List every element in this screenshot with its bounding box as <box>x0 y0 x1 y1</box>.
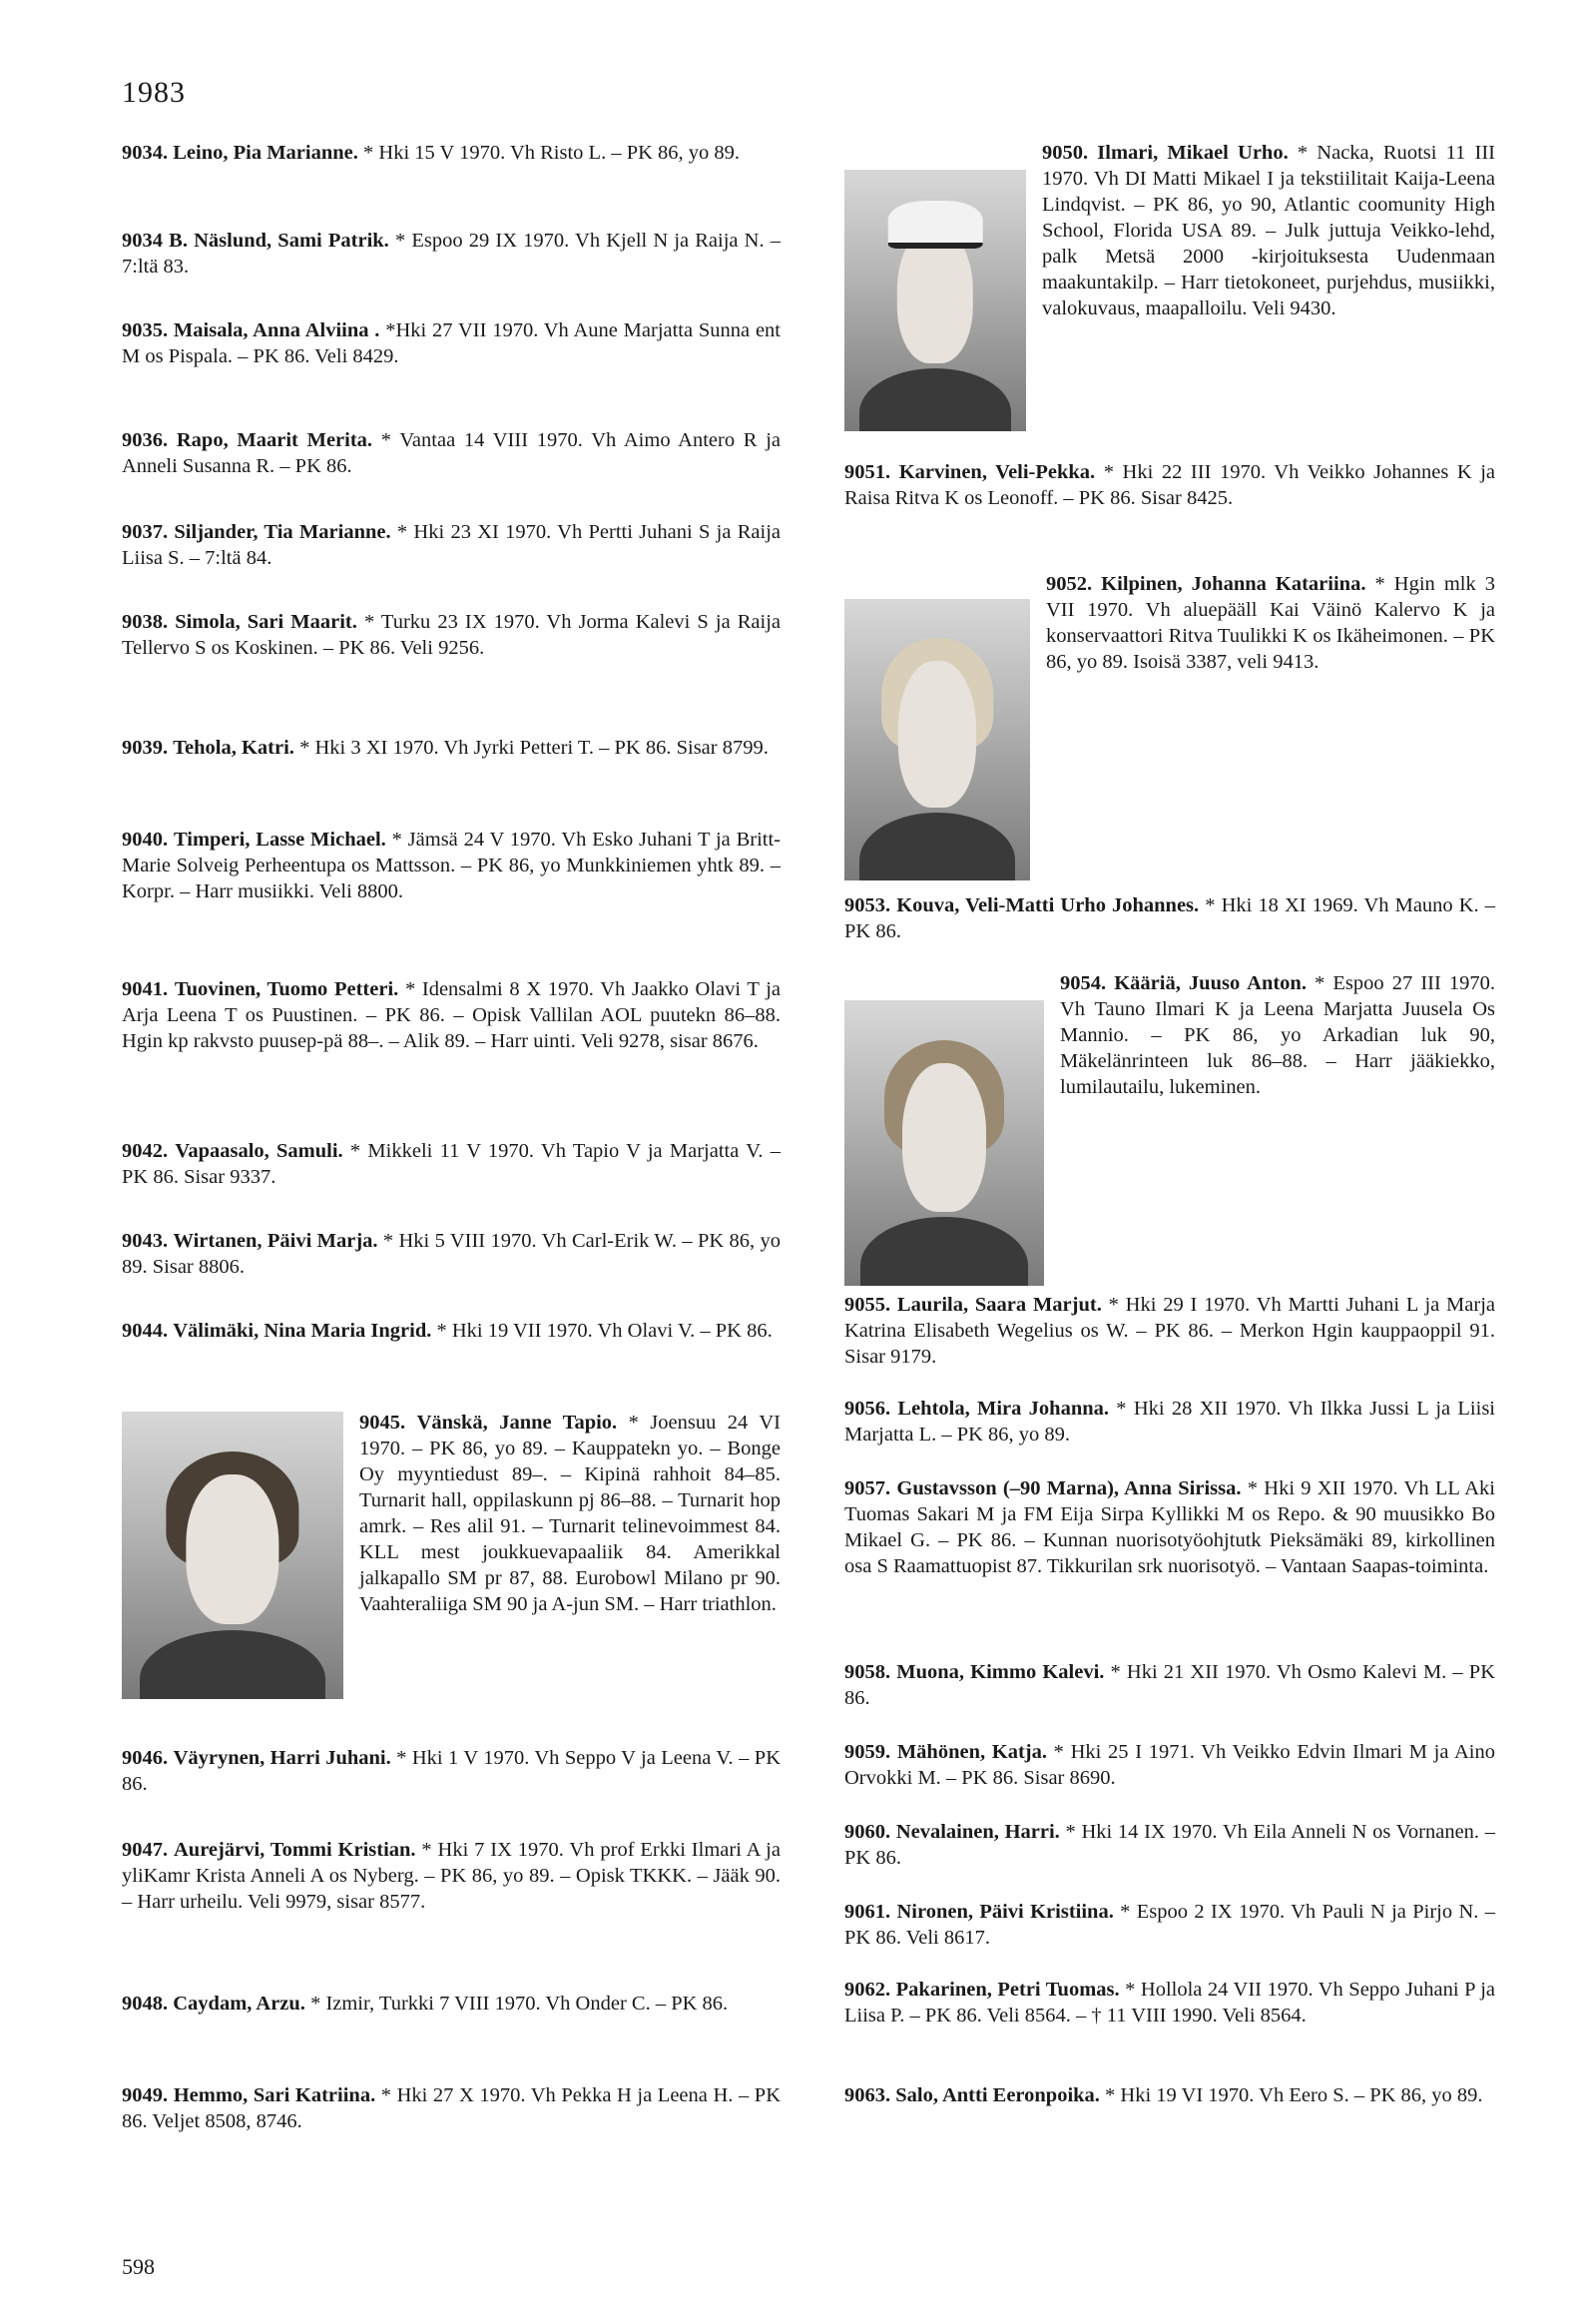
entry-text: * Mikkeli 11 V 1970. Vh Tapio V ja Marjatta V. – PK 86. Sisar 9337. <box>122 1140 781 1188</box>
entry-text: * Hki 7 IX 1970. Vh prof Erkki Ilmari A ja yliKamr Krista Anneli A os Nyberg. – PK 86, yo 89. – Opisk TKKK. – Jääk 90. – Harr urheilu. Veli 9979, sisar 8577. <box>122 1839 781 1913</box>
entry-name: Laurila, Saara Marjut. <box>896 1294 1102 1316</box>
entry-text: * Hki 19 VII 1970. Vh Olavi V. – PK 86. <box>431 1320 773 1342</box>
entry-9055 <box>844 1292 1495 1370</box>
entry-number: 9054. <box>1060 972 1107 994</box>
entry-text: * Espoo 29 IX 1970. Vh Kjell N ja Raija N. – 7:ltä 83. <box>122 230 781 278</box>
entry-name: Caydam, Arzu. <box>173 1993 305 2015</box>
portrait-photo <box>844 1000 1044 1286</box>
entry-9051 <box>844 459 1495 511</box>
entry-number: 9059. <box>844 1741 891 1763</box>
entry-text: * Hki 29 I 1970. Vh Martti Juhani L ja Marja Katrina Elisabeth Wegelius os W. – PK 86. – Merkon Hgin kauppaoppil 91. Sisar 9179. <box>844 1294 1495 1368</box>
entry-name: Aurejärvi, Tommi Kristian. <box>174 1839 416 1861</box>
entry-9059 <box>844 1739 1495 1791</box>
entry-number: 9043. <box>122 1230 169 1252</box>
entry-9048 <box>122 1991 781 2017</box>
entry-9040 <box>122 827 781 904</box>
entry-name: Leino, Pia Marianne. <box>173 142 358 164</box>
entry-text: * Turku 23 IX 1970. Vh Jorma Kalevi S ja Raija Tellervo S os Koskinen. – PK 86. Veli 9256. <box>122 611 781 659</box>
entry-number: 9057. <box>844 1477 891 1499</box>
entry-number: 9040. <box>122 829 169 851</box>
entry-9063 <box>844 2082 1495 2108</box>
page-number: 598 <box>122 2254 155 2279</box>
entry-9046 <box>122 1745 781 1797</box>
entry-name: Kouva, Veli-Matti Urho Johannes. <box>896 894 1200 916</box>
entry-9038 <box>122 609 781 661</box>
entry-name: Salo, Antti Eeronpoika. <box>895 2084 1100 2106</box>
entry-9044 <box>122 1318 781 1344</box>
entry-text: * Hki 23 XI 1970. Vh Pertti Juhani S ja Raija Liisa S. – 7:ltä 84. <box>122 521 781 569</box>
entry-name: Wirtanen, Päivi Marja. <box>173 1230 378 1252</box>
entry-number: 9063. <box>844 2084 891 2106</box>
entry-text: * Izmir, Turkki 7 VIII 1970. Vh Onder C. – PK 86. <box>304 1993 729 2015</box>
entry-name: Kilpinen, Johanna Katariina. <box>1101 573 1366 595</box>
entry-name: Karvinen, Veli-Pekka. <box>898 461 1096 483</box>
entry-9035 <box>122 317 781 369</box>
entry-name: Näslund, Sami Patrik. <box>194 230 389 252</box>
entry-number: 9042. <box>122 1140 169 1162</box>
entry-9041 <box>122 976 781 1054</box>
entry-number: 9041. <box>122 978 169 1000</box>
portrait-photo <box>844 170 1026 431</box>
entry-number: 9039. <box>122 737 169 759</box>
entry-9039 <box>122 735 781 761</box>
entry-number: 9045. <box>359 1412 406 1434</box>
entry-number: 9055. <box>844 1294 891 1316</box>
entry-number: 9038. <box>122 611 169 633</box>
entry-number: 9034. <box>122 142 169 164</box>
entry-text: * Espoo 27 III 1970. Vh Tauno Ilmari K ja Leena Marjatta Juusela Os Mannio. – PK 86, yo Arkadian luk 90, Mäkelänrinteen luk 86–88. – Harr jääkiekko, lumilautailu, lukeminen. <box>1060 972 1496 1098</box>
entry-text: * Hki 28 XII 1970. Vh Ilkka Jussi L ja Liisi Marjatta L. – PK 86, yo 89. <box>844 1398 1495 1446</box>
entry-text: * Hki 25 I 1971. Vh Veikko Edvin Ilmari M ja Aino Orvokki M. – PK 86. Sisar 8690. <box>844 1741 1495 1789</box>
entry-number: 9044. <box>122 1320 169 1342</box>
entry-name: Välimäki, Nina Maria Ingrid. <box>173 1320 432 1342</box>
entry-9062 <box>844 1977 1495 2029</box>
entry-name: Hemmo, Sari Katriina. <box>173 2084 376 2106</box>
entry-name: Tehola, Katri. <box>173 737 294 759</box>
entry-text: * Hollola 24 VII 1970. Vh Seppo Juhani P ja Liisa P. – PK 86. Veli 8564. – † 11 VIII 1990. Veli 8564. <box>844 1979 1496 2027</box>
entry-9034 <box>122 140 781 166</box>
entry-text: * Idensalmi 8 X 1970. Vh Jaakko Olavi T ja Arja Leena T os Puustinen. – PK 86. – Opisk Vallilan AOL puutekn 86–88. Hgin kp rakvsto puusep-pä 88–. – Alik 89. – Harr uinti. Veli 9278, sisar 8676. <box>122 978 782 1052</box>
entry-text: * Hki 19 VI 1970. Vh Eero S. – PK 86, yo 89. <box>1099 2084 1483 2106</box>
entry-9052 <box>844 571 1495 886</box>
entry-name: Kääriä, Juuso Anton. <box>1114 972 1307 994</box>
entry-number: 9046. <box>122 1747 169 1769</box>
entry-name: Väyrynen, Harri Juhani. <box>173 1747 391 1769</box>
entry-text: * Hki 5 VIII 1970. Vh Carl-Erik W. – PK 86, yo 89. Sisar 8806. <box>122 1230 782 1278</box>
entry-9054 <box>844 970 1495 1292</box>
entry-number: 9047. <box>122 1839 169 1861</box>
entry-number: 9062. <box>844 1979 891 2001</box>
entry-name: Pakarinen, Petri Tuomas. <box>895 1979 1120 2001</box>
entry-9057 <box>844 1475 1495 1579</box>
entry-number: 9056. <box>844 1398 891 1420</box>
entry-text: * Nacka, Ruotsi 11 III 1970. Vh DI Matti Mikael I ja tekstiilitait Kaija-Leena Lindqvist. – PK 86, yo 90, Atlantic coomunity High School, Florida USA 89. – Julk juttuja Veikko-lehd, palk Metsä 2000 -kirjoituksesta Uudenmaan maakuntakilp. – Harr tietokoneet, purjehdus, musiikki, valokuvaus, maapalloilu. Veli 9430. <box>1042 142 1496 319</box>
entry-name: Siljander, Tia Marianne. <box>174 521 391 543</box>
entry-9034b <box>122 228 781 280</box>
entry-name: Mähönen, Katja. <box>896 1741 1047 1763</box>
entry-number: 9061. <box>844 1901 891 1923</box>
entry-name: Maisala, Anna Alviina . <box>173 319 380 341</box>
entry-9045 <box>122 1410 781 1705</box>
entry-text: * Hki 21 XII 1970. Vh Osmo Kalevi M. – PK 86. <box>844 1661 1496 1709</box>
entry-name: Vapaasalo, Samuli. <box>175 1140 343 1162</box>
entry-text: * Hki 18 XI 1969. Vh Mauno K. – PK 86. <box>844 894 1496 942</box>
entry-name: Vänskä, Janne Tapio. <box>416 1412 618 1434</box>
entry-9047 <box>122 1837 781 1915</box>
page-year-header: 1983 <box>122 76 186 109</box>
entry-name: Gustavsson (–90 Marna), Anna Sirissa. <box>896 1477 1242 1499</box>
entry-number: 9049. <box>122 2084 169 2106</box>
entry-text: * Hki 9 XII 1970. Vh LL Aki Tuomas Sakari M ja FM Eija Sirpa Kyllikki M os Repo. & 90 muusikko Bo Mikael G. – PK 86. – Kunnan nuorisotyöohjtutk Pieksämäki 89, kirkollinen osa S Raamattuopist 87. Tikkurilan srk nuorisotyö. – Vantaan Saapas-toiminta. <box>844 1477 1496 1577</box>
entry-text: *Hki 27 VII 1970. Vh Aune Marjatta Sunna ent M os Pispala. – PK 86. Veli 8429. <box>122 319 781 367</box>
entry-9056 <box>844 1396 1495 1448</box>
entry-number: 9058. <box>844 1661 891 1683</box>
entry-name: Lehtola, Mira Johanna. <box>897 1398 1110 1420</box>
entry-name: Rapo, Maarit Merita. <box>176 429 373 451</box>
entry-name: Tuovinen, Tuomo Petteri. <box>174 978 399 1000</box>
entry-number: 9051. <box>844 461 891 483</box>
entry-name: Simola, Sari Maarit. <box>175 611 357 633</box>
entry-9042 <box>122 1138 781 1190</box>
entry-number: 9034 B. <box>122 230 188 252</box>
entry-text: * Hki 15 V 1970. Vh Risto L. – PK 86, yo 89. <box>357 142 741 164</box>
entry-name: Nevalainen, Harri. <box>895 1821 1060 1843</box>
entry-9053 <box>844 892 1495 944</box>
entry-number: 9050. <box>1042 142 1089 164</box>
entry-number: 9048. <box>122 1993 169 2015</box>
entry-number: 9053. <box>844 894 891 916</box>
portrait-photo <box>844 599 1030 880</box>
entry-name: Timperi, Lasse Michael. <box>173 829 386 851</box>
entry-9058 <box>844 1659 1495 1711</box>
entry-name: Nironen, Päivi Kristiina. <box>896 1901 1114 1923</box>
entry-text: * Vantaa 14 VIII 1970. Vh Aimo Antero R ja Anneli Susanna R. – PK 86. <box>122 429 782 477</box>
entry-9037 <box>122 519 781 571</box>
entry-text: * Hki 14 IX 1970. Vh Eila Anneli N os Vornanen. – PK 86. <box>844 1821 1495 1869</box>
entry-text: * Hki 1 V 1970. Vh Seppo V ja Leena V. – PK 86. <box>122 1747 782 1795</box>
entry-text: * Hki 22 III 1970. Vh Veikko Johannes K ja Raisa Ritva K os Leonoff. – PK 86. Sisar 8425. <box>844 461 1496 509</box>
entry-number: 9060. <box>844 1821 891 1843</box>
entry-text: * Joensuu 24 VI 1970. – PK 86, yo 89. – Kauppatekn yo. – Bonge Oy myyntiedust 89–. – Kipinä rahhoit 84–85. Turnarit hall, oppilaskunn pj 86–88. – Turnarit hop amrk. – Res alil 91. – Turnarit telinevoimmest 84. KLL mest joukkuevapaaliik 84. Amerikkal jalkapallo SM pr 87, 88. Eurobowl Milano pr 90. Vaahteraliiga SM 90 ja A-jun SM. – Harr triathlon. <box>359 1412 781 1615</box>
entry-number: 9036. <box>122 429 169 451</box>
entry-number: 9052. <box>1046 573 1093 595</box>
entry-9050 <box>844 140 1495 437</box>
entry-text: * Jämsä 24 V 1970. Vh Esko Juhani T ja Britt-Marie Solveig Perheentupa os Mattsson. – PK 86, yo Munkkiniemen yhtk 89. – Korpr. – Harr musiikki. Veli 8800. <box>122 829 782 902</box>
entry-number: 9037. <box>122 521 169 543</box>
entry-9043 <box>122 1228 781 1280</box>
entry-9061 <box>844 1899 1495 1951</box>
entry-name: Muona, Kimmo Kalevi. <box>896 1661 1105 1683</box>
entry-text: * Hki 27 X 1970. Vh Pekka H ja Leena H. – PK 86. Veljet 8508, 8746. <box>122 2084 782 2132</box>
entry-name: Ilmari, Mikael Urho. <box>1097 142 1289 164</box>
entry-text: * Espoo 2 IX 1970. Vh Pauli N ja Pirjo N. – PK 86. Veli 8617. <box>844 1901 1496 1949</box>
entry-text: * Hki 3 XI 1970. Vh Jyrki Petteri T. – PK 86. Sisar 8799. <box>293 737 769 759</box>
entry-9036 <box>122 427 781 479</box>
entry-9049 <box>122 2082 781 2134</box>
entry-text: * Hgin mlk 3 VII 1970. Vh aluepääll Kai Väinö Kalervo K ja konservaattori Ritva Tuulikki K os Ikäheimonen. – PK 86, yo 89. Isoisä 3387, veli 9413. <box>1046 573 1495 673</box>
entry-9060 <box>844 1819 1495 1871</box>
entry-number: 9035. <box>122 319 169 341</box>
portrait-photo <box>122 1412 343 1699</box>
